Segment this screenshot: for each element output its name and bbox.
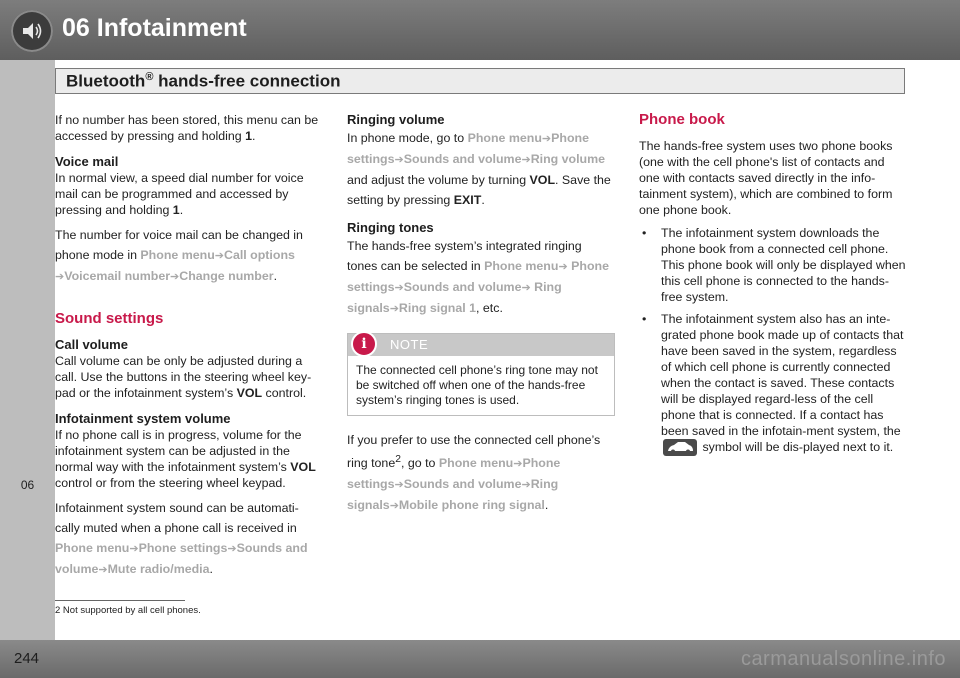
arrow-right-icon: ➔ <box>394 282 404 294</box>
note-label: NOTE <box>390 337 429 352</box>
arrow-right-icon: ➔ <box>214 250 224 262</box>
heading-ringing-tones: Ringing tones <box>347 220 434 235</box>
section-title: Bluetooth® hands-free connection <box>66 71 341 91</box>
column-2 <box>347 112 615 523</box>
arrow-right-icon: ➔ <box>389 500 399 513</box>
heading-sound-settings: Sound settings <box>55 310 164 327</box>
footnote-divider <box>55 600 185 601</box>
column-3 <box>639 112 907 462</box>
menu-path-phone-settings: Phone settings <box>138 541 228 555</box>
page-number: 244 <box>14 650 40 667</box>
section-title-bar <box>55 68 905 94</box>
note-box <box>347 333 615 416</box>
speaker-icon <box>11 10 53 52</box>
heading-ringing-volume: Ringing volume <box>347 112 445 127</box>
arrow-right-icon: ➔ <box>170 271 180 283</box>
arrow-right-icon: ➔ <box>521 479 531 492</box>
paragraph: The number for voice mail can be changed in phone mode in Phone menu➔Call options ➔Voicemail number➔Change number. <box>55 228 303 283</box>
paragraph: Infotainment system sound can be automati-cally muted when a phone call is received in Phone menu➔Phone settings➔Sounds and volume➔Mute radio/media. <box>55 501 308 576</box>
menu-path-phone-menu: Phone menu <box>140 248 215 262</box>
menu-path-sounds: Sounds and volume <box>403 280 522 294</box>
arrow-right-icon: ➔ <box>389 303 399 315</box>
chapter-title: 06 Infotainment <box>62 14 247 42</box>
menu-path-phone-settings: Phone settings <box>347 456 561 492</box>
list-item: • The infotainment system downloads the phone book from a connected cell phone. This phone book will only be displayed when this cell phone is connected to the hands-free system. <box>642 226 906 304</box>
menu-path-voicemail-number: Voicemail number <box>64 269 171 283</box>
menu-path-mute: Mute radio/media <box>107 562 210 576</box>
watermark: carmanualsonline.info <box>740 648 946 670</box>
menu-path-sounds: Sounds and volume <box>55 541 308 576</box>
list-item: • The infotainment system also has an inte-grated phone book made up of contacts that have been saved in the system, regardless of which cell phone is currently connected when the contact is saved. These contacts will be displayed regard-less of the cell phone that is connected. If a contact has been saved in the infotain-ment system, the symbol will be dis-played next to it. <box>639 311 907 456</box>
menu-path-phone-menu: Phone menu <box>484 259 559 273</box>
arrow-right-icon: ➔ <box>129 543 139 555</box>
menu-path-sounds: Sounds and volume <box>403 477 522 492</box>
heading-voice-mail: Voice mail <box>55 154 119 169</box>
menu-path-ring-volume: Ring volume <box>530 152 606 166</box>
heading-call-volume: Call volume <box>55 337 128 352</box>
menu-path-mobile-ring-signal: Mobile phone ring signal <box>398 498 545 513</box>
chapter-header <box>0 0 960 60</box>
heading-infotainment-volume: Infotainment system volume <box>55 411 231 426</box>
menu-path-ring-signal-1: Ring signal 1 <box>398 301 477 315</box>
arrow-right-icon: ➔ <box>558 261 568 273</box>
menu-path-phone-menu: Phone menu <box>55 541 130 555</box>
paragraph: In phone mode, go to Phone menu➔Phone settings➔Sounds and volume➔Ring volume and adjust the volume by turning VOL. Save the setting by pressing EXIT. <box>347 131 611 207</box>
menu-path-phone-settings: Phone settings <box>347 131 590 166</box>
arrow-right-icon: ➔ <box>513 458 523 471</box>
menu-path-ring-signals: Ring signals <box>347 477 559 513</box>
bullet-glyph: • <box>642 226 647 240</box>
chapter-side-tab <box>0 60 55 640</box>
menu-path-sounds: Sounds and volume <box>403 152 522 166</box>
footnote-ref: 2 <box>395 454 401 465</box>
paragraph: The hands-free system uses two phone books (one with the cell phone's list of contacts and one with contacts saved directly in the info-tainment system), which are combined to form one phone book. <box>639 139 893 217</box>
bullet-list <box>639 225 907 456</box>
menu-path-change-number: Change number <box>179 269 274 283</box>
bullet-glyph: • <box>642 312 647 326</box>
column-1 <box>55 112 323 587</box>
page-footer <box>0 640 960 678</box>
footnote: 2 Not supported by all cell phones. <box>55 605 201 616</box>
menu-path-call-options: Call options <box>224 248 295 262</box>
menu-path-phone-menu: Phone menu <box>467 131 542 145</box>
arrow-right-icon: ➔ <box>394 479 404 492</box>
arrow-right-icon: ➔ <box>394 154 404 166</box>
menu-path-ring-signals: Ring signals <box>347 280 562 315</box>
menu-path-phone-menu: Phone menu <box>438 456 514 471</box>
paragraph: If no phone call is in progress, volume for the infotainment system can be adjusted in the normal way with the infotainment system’s VOL control or from the steering wheel keypad. <box>55 428 316 490</box>
info-icon: i <box>351 331 377 357</box>
chapter-tab-label: 06 <box>20 478 35 492</box>
arrow-right-icon: ➔ <box>521 282 531 294</box>
arrow-right-icon: ➔ <box>541 133 552 145</box>
car-icon <box>663 439 697 456</box>
note-text: The connected cell phone’s ring tone may not be switched off when one of the hands-free system’s ringing tones is used. <box>356 363 598 407</box>
paragraph: If you prefer to use the connected cell phone’s ring tone$^2$, go to Phone menu➔Phone settings➔Sounds and volume➔Ring signals➔Mobile phone ring signal. <box>347 433 601 513</box>
paragraph: The hands-free system’s integrated ringing tones can be selected in Phone menu➔ Phone settings➔Sounds and volume➔ Ring signals➔Ring signal 1, etc. <box>347 239 609 315</box>
arrow-right-icon: ➔ <box>227 543 237 555</box>
paragraph: If no number has been stored, this menu can be accessed by pressing and holding 1. <box>55 113 319 143</box>
arrow-right-icon: ➔ <box>98 564 108 576</box>
heading-phone-book: Phone book <box>639 111 725 128</box>
paragraph: In normal view, a speed dial number for voice mail can be programmed and accessed by pressing and holding 1. <box>55 171 304 217</box>
menu-path-phone-settings: Phone settings <box>347 259 609 294</box>
note-header <box>348 334 614 356</box>
paragraph: Call volume can be only be adjusted during a call. Use the buttons in the steering wheel key-pad or the infotainment system’s VOL control. <box>55 354 312 400</box>
arrow-right-icon: ➔ <box>55 271 65 283</box>
arrow-right-icon: ➔ <box>521 154 531 166</box>
